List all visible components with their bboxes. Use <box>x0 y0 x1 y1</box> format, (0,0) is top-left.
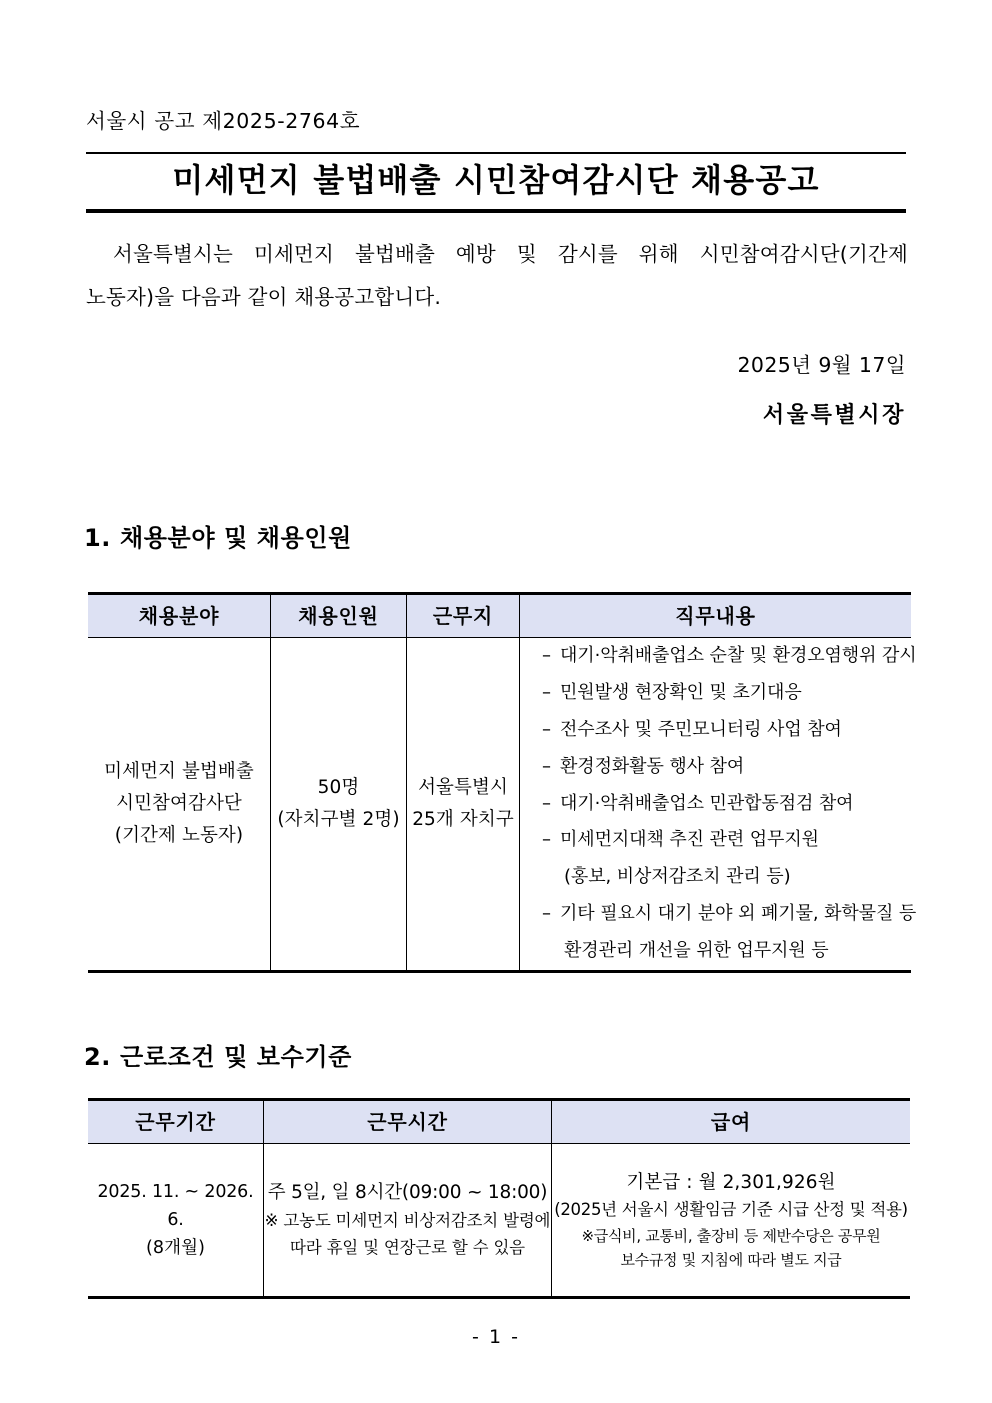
page-title: 미세먼지 불법배출 시민참여감시단 채용공고 <box>172 161 820 199</box>
duty-item: – 대기·악취배출업소 순찰 및 환경오염행위 감시 <box>542 638 901 675</box>
cell-recruit-field <box>88 638 271 972</box>
recruitment-table <box>88 592 917 973</box>
hours-main: 주 5일, 일 8시간(09:00 ~ 18:00) <box>267 1182 548 1204</box>
column-header-field: 채용분야 <box>88 594 271 638</box>
period-line-2: (8개월) <box>145 1238 206 1258</box>
place-line-2: 25개 자치구 <box>412 809 514 830</box>
table-header-row <box>88 594 911 638</box>
working-conditions-table <box>88 1098 910 1299</box>
field-line-1: 미세먼지 불법배출 <box>104 761 254 783</box>
title-block <box>86 152 906 213</box>
table-header-row <box>88 1100 910 1144</box>
table-row <box>88 1144 910 1298</box>
column-header-duties: 직무내용 <box>520 594 912 638</box>
hours-note-line-1: ※ 고농도 미세먼지 비상저감조치 발령에 <box>264 1211 551 1231</box>
issue-date: 2025년 9월 17일 <box>737 353 906 377</box>
issuer-signature: 서울특별시장 <box>762 403 906 428</box>
field-line-3: (기간제 노동자) <box>114 824 244 846</box>
intro-line-1: 서울특별시는 미세먼지 불법배출 예방 및 감시를 위해 시민참여감시단(기간제 <box>113 242 908 266</box>
cell-work-place <box>407 638 520 972</box>
cell-salary <box>552 1144 911 1298</box>
duty-item: – 미세먼지대책 추진 관련 업무지원 <box>542 822 901 859</box>
salary-basis: (2025년 서울시 생활임금 기준 시급 산정 및 적용) <box>554 1200 908 1220</box>
duty-item-continuation: 환경관리 개선을 위한 업무지원 등 <box>564 940 829 962</box>
section-2-heading: 2. 근로조건 및 보수기준 <box>84 1043 352 1071</box>
field-line-2: 시민참여감사단 <box>116 793 242 815</box>
count-line-1: 50명 <box>317 777 360 799</box>
column-header-pay: 급여 <box>552 1100 911 1144</box>
cell-work-hours <box>264 1144 552 1298</box>
intro-paragraph <box>86 233 908 318</box>
hours-note-line-2: 따라 휴일 및 연장근로 할 수 있음 <box>290 1237 525 1257</box>
page-number-footer: - 1 - <box>472 1326 520 1348</box>
column-header-hours: 근무시간 <box>264 1100 552 1144</box>
duty-item: – 전수조사 및 주민모니터링 사업 참여 <box>542 712 901 749</box>
duty-list <box>520 638 917 970</box>
cell-job-duties <box>520 638 917 972</box>
cell-recruit-count <box>271 638 407 972</box>
column-header-period: 근무기간 <box>88 1100 264 1144</box>
duty-item: – 기타 필요시 대기 분야 외 폐기물, 화학물질 등 <box>542 896 901 933</box>
period-line-1: 2025. 11. ~ 2026. 6. <box>97 1182 254 1230</box>
table-row <box>88 638 911 972</box>
count-line-2: (자치구별 2명) <box>277 809 400 830</box>
duty-item: – 대기·악취배출업소 민관합동점검 참여 <box>542 786 901 823</box>
section-1-heading: 1. 채용분야 및 채용인원 <box>84 524 352 552</box>
column-header-count: 채용인원 <box>271 594 407 638</box>
salary-main: 기본급 : 월 2,301,926원 <box>626 1171 836 1193</box>
duty-item: – 민원발생 현장확인 및 초기대응 <box>542 675 901 712</box>
document-number: 서울시 공고 제2025-2764호 <box>86 109 361 133</box>
cell-work-period <box>88 1144 264 1298</box>
place-line-1: 서울특별시 <box>418 777 508 799</box>
duty-item: – 환경정화활동 행사 참여 <box>542 749 901 786</box>
duty-item-continuation: (홍보, 비상저감조치 관리 등) <box>564 866 791 888</box>
salary-note-line-1: ※급식비, 교통비, 출장비 등 제반수당은 공무원 <box>581 1226 881 1245</box>
salary-note-line-2: 보수규정 및 지침에 따라 별도 지급 <box>620 1251 842 1270</box>
column-header-place: 근무지 <box>407 594 520 638</box>
intro-line-2: 노동자)을 다음과 같이 채용공고합니다. <box>86 284 442 309</box>
